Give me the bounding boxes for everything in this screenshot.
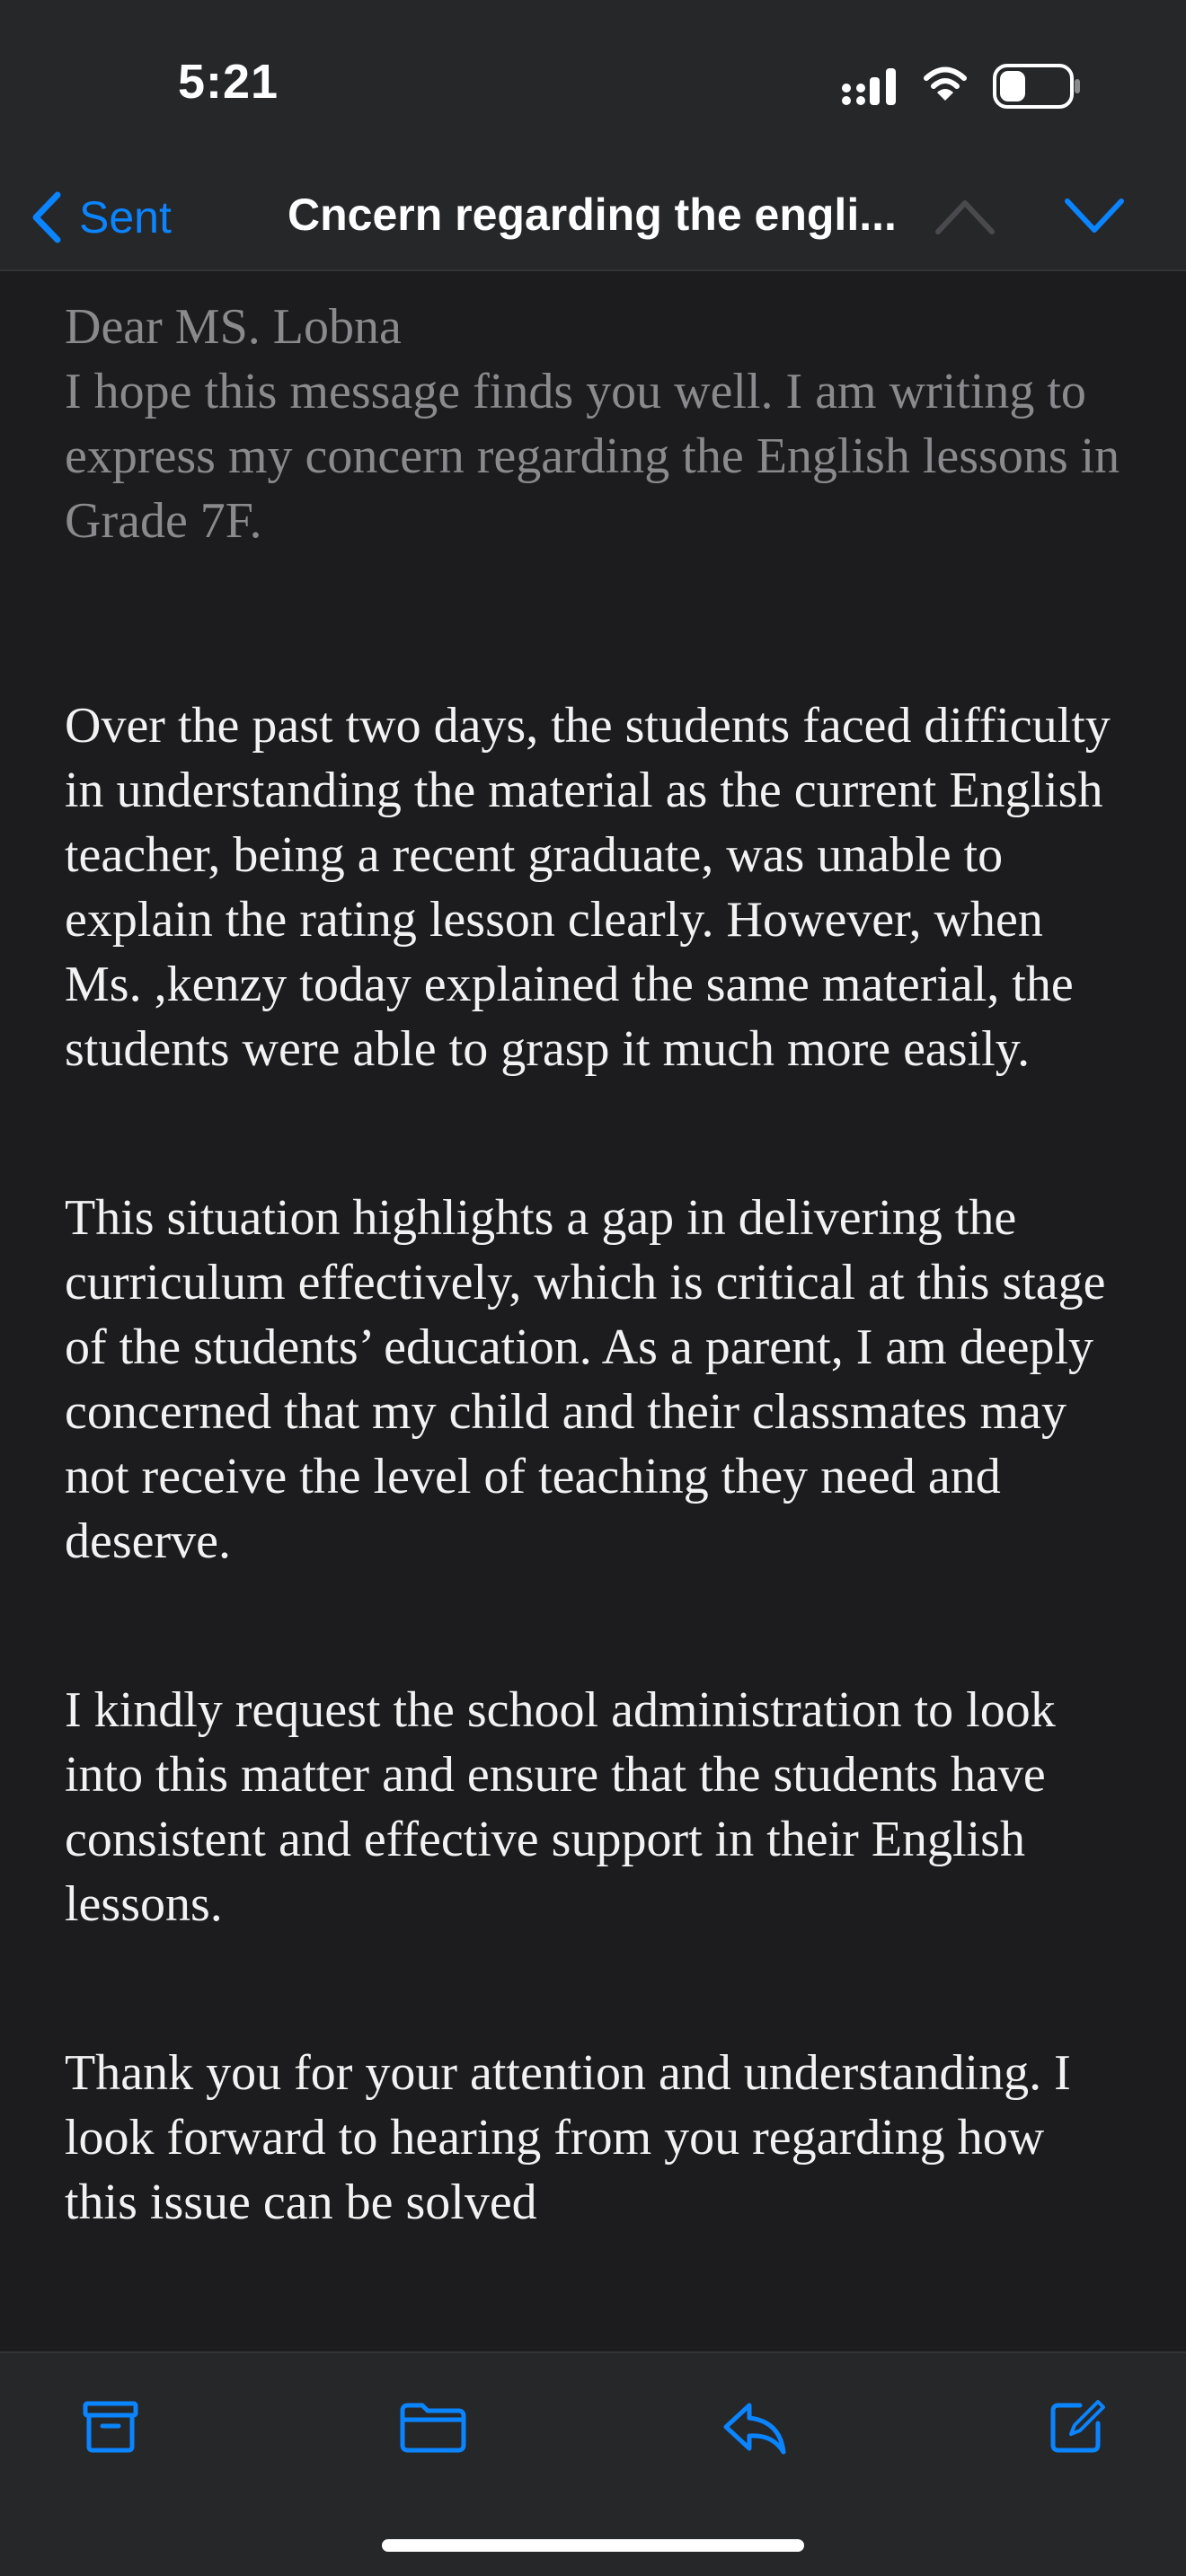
folder-icon[interactable]	[397, 2395, 469, 2457]
message-subject-title: Cncern regarding the engli...	[288, 190, 897, 240]
status-time: 5:21	[178, 55, 279, 109]
email-greeting: Dear MS. Lobna	[65, 299, 402, 355]
email-paragraph-3: This situation highlights a gap in delivering the curriculum effectively, which is critical at this stage of the students’ education. As a parent, I am deeply concerned that my child and their classmates may not receive the level of teaching they need and deserve.	[65, 1190, 1106, 1569]
cellular-signal-icon	[841, 66, 902, 108]
previous-message-icon[interactable]	[933, 189, 997, 243]
reply-icon[interactable]	[719, 2395, 791, 2457]
back-button-label: Sent	[79, 192, 172, 243]
chevron-left-icon	[29, 190, 63, 245]
home-indicator[interactable]	[382, 2539, 804, 2552]
archive-icon[interactable]	[79, 2395, 142, 2457]
next-message-icon[interactable]	[1062, 189, 1127, 243]
email-paragraph-2: Over the past two days, the students faced difficulty in understanding the material as the current English teacher, being a recent graduate, was unable to explain the rating lesson clearly. However, when Ms. ,kenzy today explained the same material, the students were able to grasp it much more easily.	[65, 698, 1111, 1077]
compose-icon[interactable]	[1046, 2395, 1109, 2457]
status-bar	[0, 0, 1186, 171]
navigation-bar	[0, 171, 1186, 269]
battery-icon	[992, 63, 1082, 110]
email-paragraph-5: Thank you for your attention and understanding. I look forward to hearing from you regarding how this issue can be solved	[65, 2045, 1071, 2230]
email-greeting-and-intro	[65, 295, 1125, 553]
back-button[interactable]	[29, 181, 172, 253]
wifi-icon	[924, 65, 967, 104]
email-body	[65, 269, 1125, 2235]
email-paragraph-4: I kindly request the school administration to look into this matter and ensure that the students have consistent and effective support in their English lessons.	[65, 1682, 1056, 1932]
top-bar	[0, 0, 1186, 271]
email-intro: I hope this message finds you well. I am writing to express my concern regarding the English lessons in Grade 7F.	[65, 364, 1120, 549]
